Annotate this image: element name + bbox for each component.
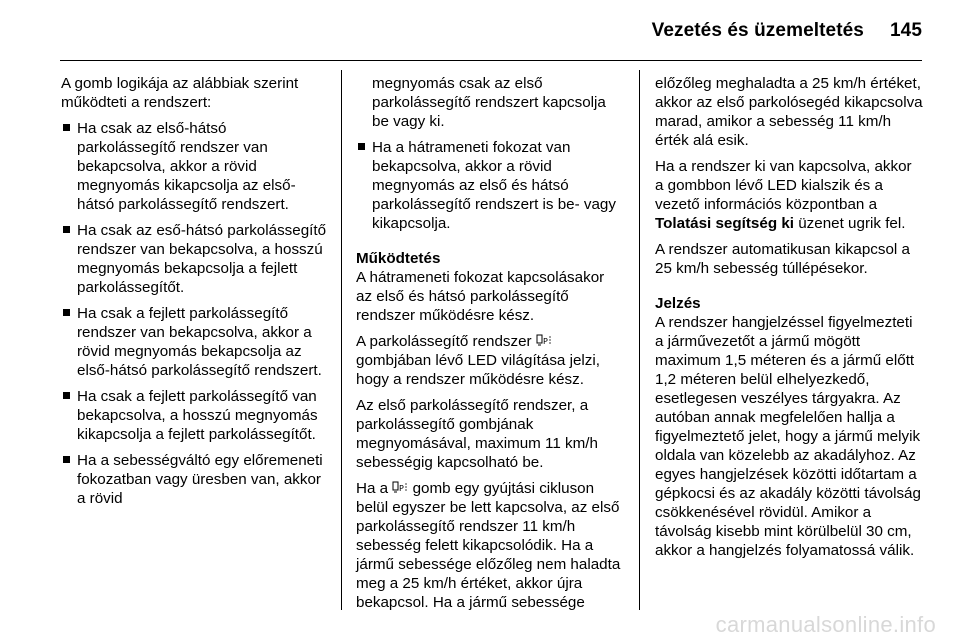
paragraph: Ha a rendszer ki van kapcsolva, akkor a gombbon lévő LED kialszik és a vezető információs központban a Tolatási segítség ki üzenet ugrik fel. bbox=[655, 158, 912, 232]
bullet-icon bbox=[358, 143, 365, 150]
parking-assist-icon bbox=[392, 481, 408, 494]
bullet-icon bbox=[63, 226, 70, 233]
list-item: Ha csak az első-hátsó parkolássegítő rendszer van bekapcsolva, akkor a rövid megnyomás kikapcsolja az első-hátsó parkolássegítő rendszert. bbox=[61, 119, 329, 214]
continued-paragraph: megnyomás csak az első parkolássegítő rendszert kapcsolja be vagy ki. bbox=[372, 75, 606, 130]
list-item: Ha a sebességváltó egy előremeneti fokozatban vagy üresben van, akkor a rövid bbox=[61, 451, 329, 508]
parking-assist-icon bbox=[536, 334, 552, 347]
list-item: Ha csak a fejlett parkolássegítő rendszer van bekapcsolva, akkor a rövid megnyomás bekapcsolja az első-hátsó parkolássegítő rendszert. bbox=[61, 304, 329, 380]
list-item: Ha csak a fejlett parkolássegítő van bekapcsolva, a hosszú megnyomás kikapcsolja a fejlett parkolássegítőt. bbox=[61, 387, 329, 444]
section-heading-operation: Működtetés bbox=[356, 250, 441, 267]
section-heading-signal: Jelzés bbox=[655, 295, 701, 312]
continued-paragraph: előzőleg meghaladta a 25 km/h értéket, akkor az első parkolósegéd kikapcsolva marad, amikor a sebesség 11 km/h érték alá esik. bbox=[655, 75, 923, 149]
header-rule bbox=[60, 60, 922, 61]
page-header bbox=[652, 20, 922, 42]
bullet-icon bbox=[63, 392, 70, 399]
paragraph: A hátrameneti fokozat kapcsolásakor az első és hátsó parkolássegítő rendszer működésre kész. bbox=[356, 269, 605, 324]
page-number: 145 bbox=[889, 20, 922, 41]
svg-text:P: P bbox=[542, 337, 548, 346]
paragraph: A rendszer automatikusan kikapcsol a 25 km/h sebesség túllépésekor. bbox=[655, 241, 910, 277]
button-logic-list bbox=[61, 119, 329, 508]
paragraph: A parkolássegítő rendszer P gombjában lévő LED világítása jelzi, hogy a rendszer működésre kész. bbox=[356, 333, 600, 388]
bullet-icon bbox=[63, 124, 70, 131]
display-message: Tolatási segítség ki bbox=[655, 215, 794, 232]
column-divider-1 bbox=[341, 70, 342, 610]
svg-text:P: P bbox=[399, 484, 405, 493]
paragraph: Az első parkolássegítő rendszer, a parkolássegítő gombjának megnyomásával, maximum 11 km/h sebességig kapcsolható be. bbox=[356, 397, 598, 471]
column-divider-2 bbox=[639, 70, 640, 610]
column-2 bbox=[356, 74, 624, 619]
column-3 bbox=[655, 74, 923, 567]
intro-paragraph: A gomb logikája az alábbiak szerint működteti a rendszert: bbox=[61, 75, 299, 111]
paragraph: Ha a P gomb egy gyújtási cikluson belül egyszer be lett kapcsolva, az első parkolássegítő rendszer 11 km/h sebesség felett kikapcsolódik. Ha a jármű sebessége előzőleg nem haladta meg a 25 km/h értéket, akkor újra bekapcsol. Ha a jármű sebessége bbox=[356, 480, 621, 611]
column-1 bbox=[61, 74, 329, 515]
watermark: carmanualsonline.info bbox=[715, 612, 936, 637]
paragraph: A rendszer hangjelzéssel figyelmezteti a járművezetőt a jármű mögött maximum 1,5 méteren és a jármű előtt 1,2 méteren belül elhelyezkedő, esetlegesen veszélyes tárgyakra. Az autóban annak megfelelően hallja a figyelmeztető jelet, hogy a jármű melyik oldala van közelebb az akadályhoz. Az egyes hangjelzések közötti időtartam a gépkocsi és az akadály közötti távolság csökkenésével rövidül. Amikor a távolság kisebb mint körülbelül 30 cm, akkor a hangjelzés folyamatossá válik. bbox=[655, 314, 921, 559]
page-title: Vezetés és üzemeltetés bbox=[651, 20, 864, 41]
list-item: Ha csak az eső-hátsó parkolássegítő rendszer van bekapcsolva, a hosszú megnyomás bekapcsolja a fejlett parkolássegítőt. bbox=[61, 221, 329, 297]
reverse-gear-list bbox=[356, 138, 624, 233]
bullet-icon bbox=[63, 456, 70, 463]
bullet-icon bbox=[63, 309, 70, 316]
list-item: Ha a hátrameneti fokozat van bekapcsolva, akkor a rövid megnyomás az első és hátsó parkolássegítő rendszert is be- vagy kikapcsolja. bbox=[356, 138, 624, 233]
